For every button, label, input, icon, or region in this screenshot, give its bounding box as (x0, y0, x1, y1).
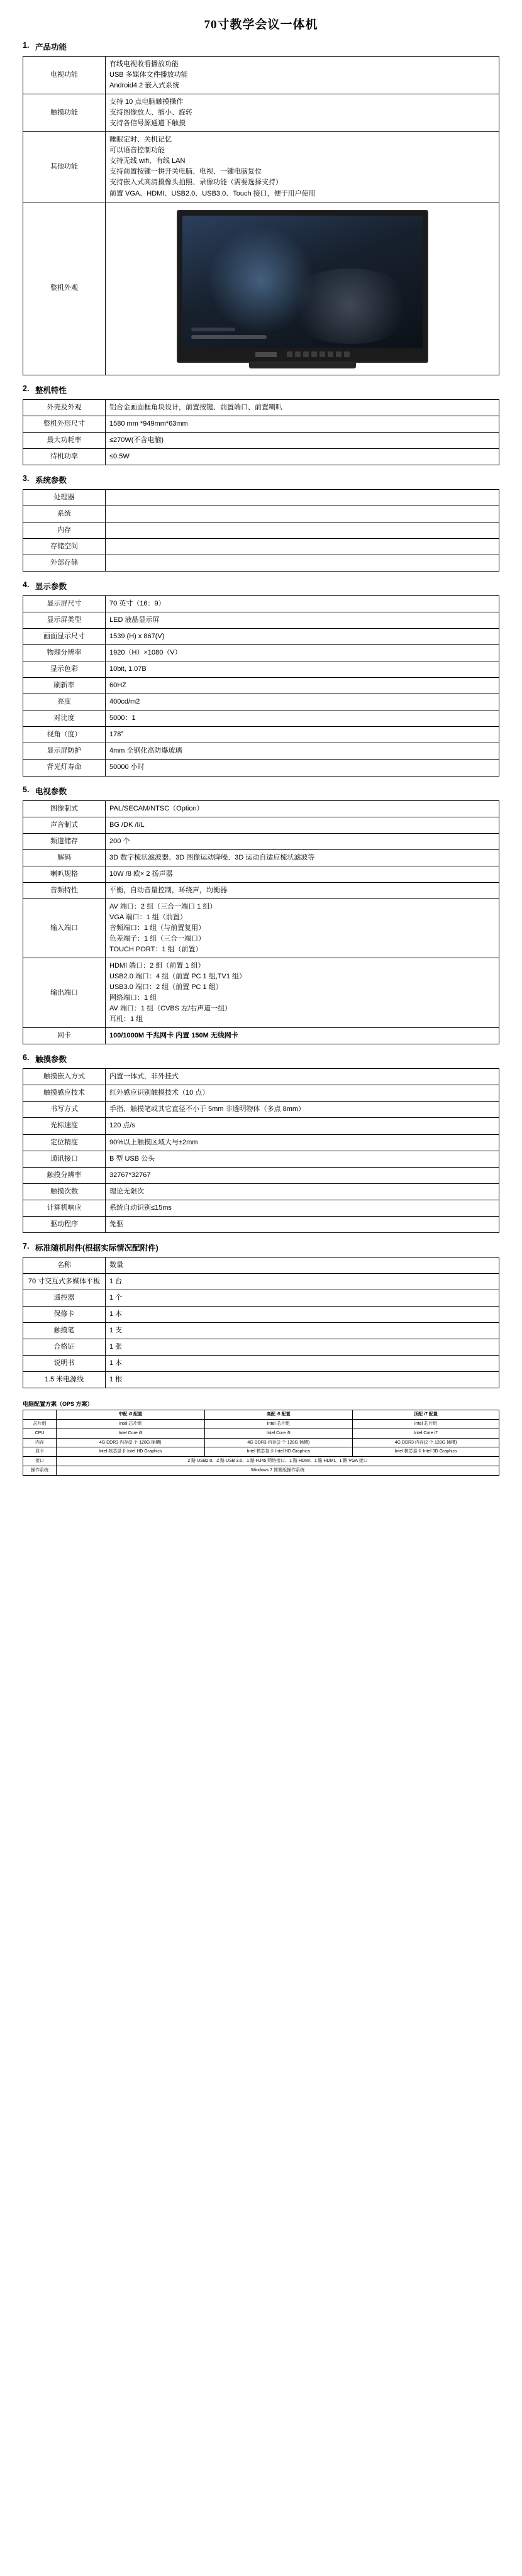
row-label: 触摸感应技术 (23, 1085, 106, 1102)
row-value: 手指、触摸笔或其它直径不小于 5mm 非透明物体（多点 8mm） (106, 1102, 499, 1118)
table-row (23, 1085, 499, 1102)
column-header-blank (23, 1410, 57, 1420)
row-label: 刷新率 (23, 678, 106, 694)
row-label: 画面显示尺寸 (23, 629, 106, 645)
row-value: 4mm 全钢化高防爆玻璃 (106, 743, 499, 760)
panel-screen (182, 216, 423, 348)
table-row (23, 833, 499, 849)
row-label: 书写方式 (23, 1102, 106, 1118)
row-value: PAL/SECAM/NTSC（Option） (106, 800, 499, 817)
value-line: Android4.2 嵌入式系统 (109, 82, 180, 90)
ops-cell: Intel 芯片组 (204, 1419, 353, 1429)
table-row (23, 727, 499, 743)
value-line: 支持图像放大、缩小、旋转 (109, 109, 192, 117)
row-label: 定位精度 (23, 1134, 106, 1151)
ops-row-label: 操作系统 (23, 1466, 57, 1475)
table-row (23, 760, 499, 776)
section-heading-tv-params (23, 785, 499, 797)
row-label: 输入端口 (23, 898, 106, 958)
value-line: USB3.0 端口：2 组（前置 PC 1 组） (109, 983, 223, 992)
ops-cell-ports: 2 路 USB2.0、2 路 USB 3.0、1 路 RJ45 网络接口、1 路 HDMI、1 路 HDMI、1 路 VGA 接口 (57, 1457, 499, 1466)
row-label: 网卡 (23, 1028, 106, 1044)
row-value: 10W /8 欧× 2 扬声器 (106, 866, 499, 882)
ops-cell: Intel Core i7 (353, 1429, 499, 1438)
table-row (23, 555, 499, 571)
row-value (106, 94, 499, 132)
value-line: 色差端子：1 组（三合一端口） (109, 934, 206, 943)
screen-ui-bar (191, 335, 267, 339)
section-title: 触摸参数 (35, 1055, 67, 1064)
ops-cell: 4G DDR3 内存(2 个 128G 插槽) (57, 1438, 205, 1447)
row-value: 红外感应识别触摸技术（10 点） (106, 1085, 499, 1102)
column-header-name: 名称 (23, 1257, 106, 1273)
table-row (23, 678, 499, 694)
row-value: 50000 小时 (106, 760, 499, 776)
page-title: 70寸教学会议一体机 (204, 18, 318, 31)
front-key-icon (311, 351, 317, 357)
value-line: 睡眠定时、关机记忆 (109, 136, 172, 144)
panel-front-controls (182, 348, 423, 362)
section-heading-product-functions (23, 41, 499, 52)
row-value (106, 132, 499, 202)
row-value (106, 538, 499, 555)
table-row (23, 448, 499, 465)
table-row (23, 399, 499, 416)
table-row (23, 538, 499, 555)
value-line: TOUCH PORT：1 组（前置） (109, 945, 203, 953)
value-line: 支持前置按键一拼开关电脑、电视、一键电脑复位 (109, 168, 262, 176)
row-value: 120 点/s (106, 1118, 499, 1134)
table-row (23, 1183, 499, 1200)
table-system-params (23, 489, 499, 572)
table-touch-params (23, 1068, 499, 1232)
row-value: 10bit, 1.07B (106, 661, 499, 678)
table-row (23, 743, 499, 760)
column-header-quantity: 数量 (106, 1257, 499, 1273)
row-value (106, 57, 499, 94)
table-header-row (23, 1410, 499, 1420)
section-title: 显示参数 (35, 582, 67, 591)
table-row (23, 1339, 499, 1356)
row-label: 解码 (23, 849, 106, 866)
row-label: 通讯接口 (23, 1151, 106, 1167)
table-row (23, 661, 499, 678)
table-row (23, 1447, 499, 1457)
table-row (23, 1356, 499, 1372)
row-label: 触摸分辨率 (23, 1167, 106, 1183)
row-value: 5000：1 (106, 710, 499, 727)
row-label: 声音制式 (23, 817, 106, 833)
row-value-illustration (106, 202, 499, 375)
table-header-row (23, 1257, 499, 1273)
row-label: 触摸功能 (23, 94, 106, 132)
front-key-icon (344, 351, 350, 357)
ops-cell: Intel 核芯显卡 Intel HD Graphics (57, 1447, 205, 1457)
value-line: 支持嵌入式高清摄像头拍照、录像功能（需要选择支持） (109, 179, 282, 187)
value-line: 有线电视收看播放功能 (109, 60, 179, 68)
row-value: ≤270W(不含电脑) (106, 432, 499, 448)
table-row (23, 800, 499, 817)
row-label: 对比度 (23, 710, 106, 727)
row-value: 178° (106, 727, 499, 743)
table-row (23, 898, 499, 958)
value-line: 支持 10 点电脑触摸操作 (109, 98, 184, 106)
row-value (106, 958, 499, 1028)
accessory-quantity: 1 台 (106, 1273, 499, 1290)
value-line: 音频端口：1 组（与前置复用） (109, 924, 206, 932)
table-row (23, 694, 499, 710)
row-value: 3D 数字梳状滤波器、3D 图像运动降噪、3D 运动自适应梳状滤波等 (106, 849, 499, 866)
section-heading-accessories (23, 1242, 499, 1253)
front-key-icon (319, 351, 325, 357)
accessory-quantity: 1 本 (106, 1356, 499, 1372)
row-label: 存储空间 (23, 538, 106, 555)
table-row (23, 1306, 499, 1322)
value-line: HDMI 端口：2 组（前置 1 组） (109, 962, 205, 970)
row-label: 待机功率 (23, 448, 106, 465)
table-accessories (23, 1257, 499, 1388)
row-label: 外壳及外观 (23, 399, 106, 416)
accessory-name: 触摸笔 (23, 1323, 106, 1339)
table-row (23, 1118, 499, 1134)
table-row (23, 1216, 499, 1232)
table-row (23, 522, 499, 538)
value-line: USB2.0 端口：4 组（前置 PC 1 组,TV1 组） (109, 973, 246, 981)
ops-cell: Intel 核芯显卡 Intel 3D Graphics (353, 1447, 499, 1457)
table-row (23, 595, 499, 612)
table-display-params (23, 595, 499, 777)
device-illustration (109, 207, 495, 370)
table-machine-features (23, 399, 499, 465)
table-row (23, 1419, 499, 1429)
row-value: 1580 mm *949mm*63mm (106, 416, 499, 432)
table-row (23, 1069, 499, 1085)
table-row (23, 132, 499, 202)
row-label: 图像制式 (23, 800, 106, 817)
ops-cell: Intel 芯片组 (57, 1419, 205, 1429)
table-row (23, 1290, 499, 1306)
row-value: 400cd/m2 (106, 694, 499, 710)
row-label: 背光灯寿命 (23, 760, 106, 776)
table-tv-params (23, 800, 499, 1045)
ops-cell: Intel 核芯显卡 Intel HD Graphics (204, 1447, 353, 1457)
row-value: ≤0.5W (106, 448, 499, 465)
front-key-icon (303, 351, 309, 357)
section-number: 7. (23, 1241, 30, 1251)
section-heading-system-params (23, 474, 499, 485)
table-row (23, 506, 499, 522)
section-title: 标准随机附件(根据实际情况配附件) (35, 1243, 158, 1252)
ops-row-label: CPU (23, 1429, 57, 1438)
table-row (23, 1323, 499, 1339)
row-label: 系统 (23, 506, 106, 522)
accessory-quantity: 1 支 (106, 1323, 499, 1339)
accessory-quantity: 1 张 (106, 1339, 499, 1356)
value-line: 前置 VGA、HDMI、USB2.0、USB3.0、Touch 接口，便于用户使用 (109, 189, 316, 197)
table-row (23, 710, 499, 727)
section-number: 6. (23, 1053, 30, 1063)
row-value: 32767*32767 (106, 1167, 499, 1183)
row-label: 亮度 (23, 694, 106, 710)
row-value (106, 522, 499, 538)
table-row (23, 1438, 499, 1447)
row-label: 视角（度） (23, 727, 106, 743)
row-value (106, 506, 499, 522)
row-label: 频道储存 (23, 833, 106, 849)
section-title: 电视参数 (35, 787, 67, 796)
section-number: 2. (23, 384, 30, 393)
row-label: 显示屏类型 (23, 612, 106, 629)
table-row (23, 1151, 499, 1167)
table-row (23, 202, 499, 375)
row-value: 理论无限次 (106, 1183, 499, 1200)
row-value: 100/1000M 千兆网卡 内置 150M 无线网卡 (106, 1028, 499, 1044)
column-header-i7: 顶配 i7 配置 (353, 1410, 499, 1420)
front-key-icon (328, 351, 333, 357)
table-row (23, 57, 499, 94)
table-row (23, 1102, 499, 1118)
accessory-name: 1.5 米电源线 (23, 1372, 106, 1388)
table-row (23, 882, 499, 898)
row-value: 70 英寸（16：9） (106, 595, 499, 612)
row-label: 显示屏尺寸 (23, 595, 106, 612)
ops-row-label: 显卡 (23, 1447, 57, 1457)
value-line: AV 端口：2 组（三合一端口 1 组） (109, 902, 217, 910)
ops-cell: Intel Core i3 (57, 1429, 205, 1438)
screen-ui-bar-secondary (191, 328, 235, 331)
row-value: 系统自动识别≤15ms (106, 1200, 499, 1216)
ops-cell: 4G DDR3 内存(2 个 128G 插槽) (353, 1438, 499, 1447)
row-label: 驱动程序 (23, 1216, 106, 1232)
row-label: 计算机响应 (23, 1200, 106, 1216)
interactive-panel-graphic (177, 210, 428, 363)
table-row (23, 1028, 499, 1044)
row-label: 音频特性 (23, 882, 106, 898)
ops-row-label: 内存 (23, 1438, 57, 1447)
row-label: 物理分辨率 (23, 645, 106, 661)
ops-row-label: 接口 (23, 1457, 57, 1466)
row-value (106, 489, 499, 506)
section-title: 整机特性 (35, 385, 67, 395)
table-row (23, 612, 499, 629)
row-value: 60HZ (106, 678, 499, 694)
value-line: 耳机：1 组 (109, 1015, 143, 1024)
screen-glow-secondary (284, 268, 416, 344)
table-row (23, 958, 499, 1028)
value-line: VGA 端口：1 组（前置） (109, 913, 187, 921)
accessory-quantity: 1 个 (106, 1290, 499, 1306)
row-label: 最大功耗率 (23, 432, 106, 448)
value-line: USB 多媒体文件播放功能 (109, 71, 188, 79)
table-ops-configurations (23, 1410, 499, 1476)
row-value: 平衡，自动音量控制，环绕声，均衡器 (106, 882, 499, 898)
table-row (23, 1200, 499, 1216)
row-label: 喇叭规格 (23, 866, 106, 882)
value-line: AV 端口：1 组（CVBS 左/右声道一组） (109, 1005, 232, 1013)
row-label: 触摸次数 (23, 1183, 106, 1200)
table-row (23, 94, 499, 132)
accessory-name: 说明书 (23, 1356, 106, 1372)
value-line: 支持各信号源通道下触摸 (109, 119, 186, 128)
row-label: 内存 (23, 522, 106, 538)
table-row (23, 1429, 499, 1438)
row-value (106, 898, 499, 958)
table-row (23, 432, 499, 448)
table-row (23, 1167, 499, 1183)
row-label: 外部存储 (23, 555, 106, 571)
row-label: 输出端口 (23, 958, 106, 1028)
accessory-name: 保修卡 (23, 1306, 106, 1322)
row-value: 1920（H）×1080（V） (106, 645, 499, 661)
front-key-icon (287, 351, 292, 357)
row-label: 光标速度 (23, 1118, 106, 1134)
table-row (23, 1466, 499, 1475)
front-key-icon (295, 351, 301, 357)
column-header-i5: 高配 i5 配置 (204, 1410, 353, 1420)
value-line: 网络端口：1 组 (109, 994, 157, 1002)
ops-cell: Intel 芯片组 (353, 1419, 499, 1429)
table-row (23, 1134, 499, 1151)
section-number: 3. (23, 473, 30, 483)
table-row (23, 489, 499, 506)
ops-cell: 4G DDR3 内存(2 个 128G 插槽) (204, 1438, 353, 1447)
panel-stand (249, 363, 356, 368)
row-label: 显示屏防护 (23, 743, 106, 760)
ops-row-label: 芯片组 (23, 1419, 57, 1429)
row-value: 1539 (H) x 867(V) (106, 629, 499, 645)
table-row (23, 817, 499, 833)
value-line: 可以语音控制功能 (109, 146, 165, 155)
value-line: 支持无线 wifi、有线 LAN (109, 157, 186, 165)
row-value: B 型 USB 公头 (106, 1151, 499, 1167)
table-row (23, 849, 499, 866)
row-value (106, 555, 499, 571)
section-title: 产品功能 (35, 43, 67, 52)
row-label: 电视功能 (23, 57, 106, 94)
row-value: 90%以上触摸区域大与±2mm (106, 1134, 499, 1151)
row-label: 显示色彩 (23, 661, 106, 678)
section-heading-machine-features (23, 384, 499, 395)
row-value: LED 液晶显示屏 (106, 612, 499, 629)
row-label: 整机外观 (23, 202, 106, 375)
row-label: 处理器 (23, 489, 106, 506)
section-heading-touch-params (23, 1053, 499, 1064)
row-value: 铝合金画面框角块设计，前置按键、前置端口、前置喇叭 (106, 399, 499, 416)
table-row (23, 1273, 499, 1290)
row-label: 整机外形尺寸 (23, 416, 106, 432)
table-row (23, 645, 499, 661)
section-title: 系统参数 (35, 475, 67, 485)
accessory-name: 合格证 (23, 1339, 106, 1356)
row-label: 其他功能 (23, 132, 106, 202)
section-number: 4. (23, 580, 30, 589)
row-value: 200 个 (106, 833, 499, 849)
table-row (23, 1457, 499, 1466)
row-value: 内置一体式，非外挂式 (106, 1069, 499, 1085)
front-key-icon (336, 351, 342, 357)
brand-logo (255, 352, 277, 357)
section-number: 5. (23, 785, 30, 794)
table-row (23, 629, 499, 645)
ops-cell: Intel Core i5 (204, 1429, 353, 1438)
section-number: 1. (23, 41, 30, 50)
accessory-quantity: 1 根 (106, 1372, 499, 1388)
table-row (23, 1372, 499, 1388)
accessory-quantity: 1 本 (106, 1306, 499, 1322)
column-header-i3: 中配 i3 配置 (57, 1410, 205, 1420)
table-row (23, 416, 499, 432)
row-value: BG /DK /I/L (106, 817, 499, 833)
accessory-name: 遥控器 (23, 1290, 106, 1306)
table-row (23, 866, 499, 882)
accessory-name: 70 寸交互式多媒体平板 (23, 1273, 106, 1290)
ops-cell-os: Windows 7 简繁版操作系统 (57, 1466, 499, 1475)
row-value: 免驱 (106, 1216, 499, 1232)
section-heading-display-params (23, 580, 499, 592)
table-product-functions (23, 56, 499, 375)
row-label: 触摸嵌入方式 (23, 1069, 106, 1085)
ops-table-title: 电脑配置方案（OPS 方案） (23, 1401, 93, 1408)
